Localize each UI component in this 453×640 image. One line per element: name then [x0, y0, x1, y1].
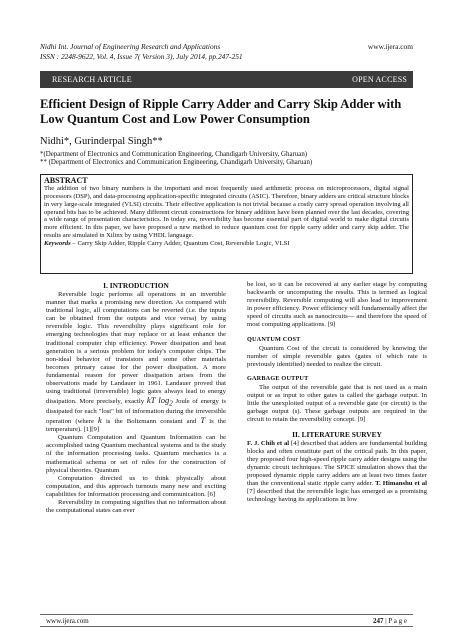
page-number: [373, 617, 407, 625]
access-type: OPEN ACCESS: [352, 75, 407, 84]
abstract-text: The addition of two binary numbers is the important and most frequently used arithmetic process on microprocessors, digital signal processors (DSP), and data-processing application-specific integrated circuits (ASIC). Therefore, binary adders are critical structure blocks in very large-scale integrated (VLSI) circuits. Their effective application is not trivial because a costly carry spread operation involving all operand bits has to be achieved. Many different circuit constructions for binary addition have been planned over the last decades, covering a wide range of presentation characteristics. In today era, reversibility has become essential part of digital world to make digital circuits more efficient. In this paper, we have proposed a new method to reduce quantum cost for ripple carry adder and carry skip adder. The results are simulated in Xilinx by using VHDL language.: [44, 185, 409, 240]
intro-paragraph-1: [46, 291, 226, 434]
abstract-box: [40, 174, 413, 274]
affiliation-1: *(Department of Electronics and Communication Engineering, Chandigarh University, Gharuan): [40, 151, 308, 158]
quantum-cost-paragraph: Quantum Cost of the circuit is considered by knowing the number of simple reversible gates (gates of which rate is previously identified) needed to realize the circuit.: [247, 344, 427, 368]
journal-name: Nidhi Int. Journal of Engineering Research and Applications: [40, 42, 221, 51]
intro-p1-text: Reversible logic performs all operations in an invertible manner that marks a promising new direction. As compared with traditional logic, all computations can be reverted (i.e. the inputs can be obtained from the outputs and vice versa) by using reversible logic. This reversibility plays significant role for emerging technologies that may replace or at least enhance the traditional computer chip efficiency. Power dissipation and heat generation is a serious problem for today's computer chips. The non-ideal behavior of transistors and some other materials becomes primary cause for the power dissipation. A more fundamental reason for power dissipation arises from the observations made by Landauer in 1961. Landauer proved that using traditional (irreversible) logic gates always lead to energy dissipation. More precisely, exactly: [46, 291, 226, 406]
intro-p1-cont3: is the temperature). [1][9]: [46, 418, 226, 434]
garbage-output-paragraph: The output of the reversible gate that is not used as a main output or as input to other gates is called the garbage output. In little the unexploited output of a reversible gate (or circuit) is the garbage output (s). These garbage outputs are required in the circuit to retain the reversibility concept. [9]: [247, 384, 427, 424]
article-type: RESEARCH ARTICLE: [52, 75, 132, 84]
intro-p1-cont2: is the Boltzmann constant and: [105, 418, 197, 426]
section-title-introduction: I. INTRODUCTION: [103, 281, 169, 290]
lit-author-1: F. J. Chih et al: [247, 439, 290, 447]
math-ktlog-text: kT log: [146, 395, 170, 406]
intro-paragraph-5: be lost, so it can be recovered at any earlier stage by computing backwards or uncomputing the results. This is termed as logical reversibility. Reversible computing will also lead to improvement in power efficiency. Power efficiency will fundamentally affect the speed of circuits such as nanocircuits— and therefore the speed of most computing applications. [9]: [247, 281, 427, 329]
right-column: [247, 281, 427, 504]
journal-header: [40, 42, 243, 61]
keywords-label: Keywords: [44, 239, 71, 247]
article-banner: [40, 71, 413, 88]
lit-text-1: [4] described that adders are fundamental building blocks and often constitute part of the critical path. In this paper, they proposed four high-speed ripple carry adder designs using the dynamic circuit techniques. The SPICE simulation shows that the proposed dynamic ripple carry adders are at least two times faster than the conventional static ripple carry adder.: [247, 439, 427, 487]
intro-paragraph-4: Reversibility in computing signifies that no information about the computational states can ever: [46, 499, 226, 515]
left-column: [46, 281, 226, 515]
literature-paragraph-1: [247, 440, 427, 505]
math-t: T: [200, 415, 206, 426]
math-k: k: [98, 415, 102, 426]
affiliations: [40, 151, 413, 168]
subsection-title-garbage-output: GARBAGE OUTPUT: [247, 374, 309, 382]
lit-text-2: [7] described that the reversible logic has emerged as a promising technology having its applications in low: [247, 488, 427, 504]
footer-website[interactable]: www.ijera.com: [46, 616, 89, 625]
intro-paragraph-2: Quantum Computation and Quantum Information can be accomplished using Quantum mechanical systems and is the study of the information processing tasks. Quantum mechanics is a mathematical schema or set of rules for the construction of physical theories. Quantum: [46, 434, 226, 474]
page-footer: [40, 614, 413, 627]
page-label: | P a g e: [383, 616, 407, 625]
intro-p1-cont: Joule of energy is dissipated for each "lost" bit of information during the irreversible operation (where: [46, 398, 226, 426]
keywords: [44, 240, 409, 248]
section-title-literature-survey: II. LITERATURE SURVEY: [292, 429, 382, 439]
abstract-heading: ABSTRACT: [44, 176, 88, 185]
lit-author-2: T. Himanshu et al: [375, 479, 427, 487]
keywords-list: – Carry Skip Adder, Ripple Carry Adder, Quantum Cost, Reversible Logic, VLSI: [70, 239, 290, 247]
affiliation-2: ** (Department of Electronics and Communication Engineering, Chandigarh University, Gharuan): [40, 159, 313, 167]
paper-title: Efficient Design of Ripple Carry Adder and Carry Skip Adder with Low Quantum Cost and Low Power Consumption: [40, 97, 402, 126]
math-ktlog2: [146, 395, 173, 408]
paper-authors: Nidhi*, Gurinderpal Singh**: [40, 136, 163, 147]
journal-issn: ISSN : 2248-9622, Vol. 4, Issue 7( Version 3), July 2014, pp.247-251: [40, 51, 243, 61]
subsection-title-quantum-cost: QUANTUM COST: [247, 335, 301, 343]
page-number-value: 247: [373, 616, 384, 625]
math-log-subscript: 2: [169, 399, 173, 408]
header-website[interactable]: www.ijera.com: [367, 42, 413, 51]
intro-paragraph-3: Computation directed us to think physically about computation, and this approach turnouts many new and exciting capabilities for information processing and communication. [6]: [46, 474, 226, 498]
